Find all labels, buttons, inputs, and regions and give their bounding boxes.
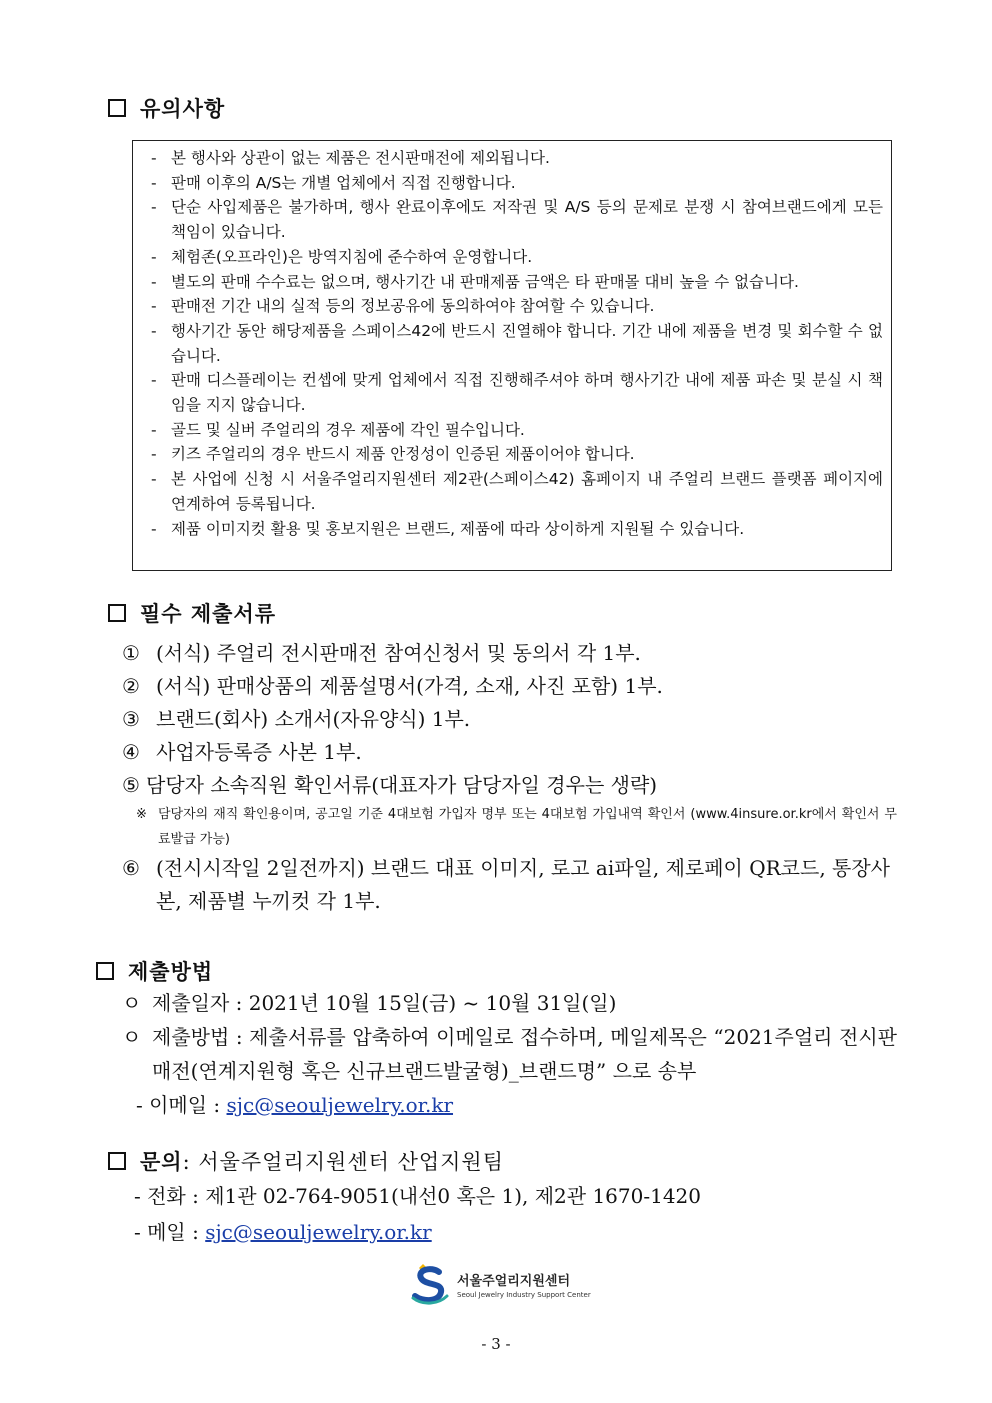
notice-item: - 키즈 주얼리의 경우 반드시 제품 안정성이 인증된 제품이어야 합니다.: [151, 442, 883, 467]
contact-email-link[interactable]: sjc@seouljewelry.or.kr: [205, 1220, 432, 1244]
document-item: ① (서식) 주얼리 전시판매전 참여신청서 및 동의서 각 1부.: [122, 641, 641, 665]
notice-item: - 단순 사입제품은 불가하며, 행사 완료이후에도 저작권 및 A/S 등의 문제로 분쟁 시 참여브랜드에게 모든 책임이 있습니다.: [151, 195, 883, 244]
notices-heading: 유의사항: [108, 93, 225, 123]
checkbox-square-icon: [108, 604, 126, 622]
notices-box: [132, 140, 892, 571]
submission-email: - 이메일 : sjc@seouljewelry.or.kr: [136, 1093, 454, 1117]
contact-section: [134, 1178, 701, 1250]
notice-item: - 판매 이후의 A/S는 개별 업체에서 직접 진행합니다.: [151, 171, 883, 196]
method-section: [122, 986, 897, 1122]
method-heading: 제출방법: [96, 956, 213, 986]
document-note: ※ 담당자의 재직 확인용이며, 공고일 기준 4대보험 가입자 명부 또는 4대보험 가입내역 확인서 (www.4insure.or.kr에서 확인서 무료발급 가능): [136, 807, 897, 847]
center-logo: [409, 1262, 591, 1306]
document-item: ③ 브랜드(회사) 소개서(자유양식) 1부.: [122, 707, 471, 731]
checkbox-square-icon: [96, 962, 114, 980]
document-item: ⑥ (전시시작일 2일전까지) 브랜드 대표 이미지, 로고 ai파일, 제로페이 QR코드, 통장사본, 제품별 누끼컷 각 1부.: [122, 856, 890, 913]
notice-item: - 판매전 기간 내의 실적 등의 정보공유에 동의하여야 참여할 수 있습니다.: [151, 294, 883, 319]
notice-item: - 제품 이미지컷 활용 및 홍보지원은 브랜드, 제품에 따라 상이하게 지원될 수 있습니다.: [151, 517, 883, 542]
document-item: ⑤ 담당자 소속직원 확인서류(대표자가 담당자일 경우는 생략): [122, 773, 658, 797]
checkbox-square-icon: [108, 99, 126, 117]
notice-item: - 판매 디스플레이는 컨셉에 맞게 업체에서 직접 진행해주셔야 하며 행사기간 내에 제품 파손 및 분실 시 책임을 지지 않습니다.: [151, 368, 883, 417]
checkbox-square-icon: [108, 1152, 126, 1170]
contact-phone: - 전화 : 제1관 02-764-9051(내선0 혹은 1), 제2관 1670-1420: [134, 1184, 702, 1208]
documents-heading: 필수 제출서류: [108, 598, 276, 628]
page-number: - 3 -: [481, 1335, 511, 1353]
submission-method: ㅇ 제출방법 : 제출서류를 압축하여 이메일로 접수하며, 메일제목은 “2021주얼리 전시판매전(연계지원형 혹은 신규브랜드발굴형)_브랜드명” 으로 송부: [122, 1025, 897, 1083]
documents-list: [122, 637, 897, 918]
document-item: ④ 사업자등록증 사본 1부.: [122, 740, 362, 764]
contact-mail: - 메일 : sjc@seouljewelry.or.kr: [134, 1220, 432, 1244]
notice-item: - 본 사업에 신청 시 서울주얼리지원센터 제2관(스페이스42) 홈페이지 내 주얼리 브랜드 플랫폼 페이지에 연계하여 등록됩니다.: [151, 467, 883, 516]
notice-item: - 행사기간 동안 해당제품을 스페이스42에 반드시 진열해야 합니다. 기간 내에 제품을 변경 및 회수할 수 없습니다.: [151, 319, 883, 368]
submission-date: ㅇ 제출일자 : 2021년 10월 15일(금) ~ 10월 31일(일): [122, 991, 617, 1015]
logo-s-icon: [409, 1262, 451, 1306]
notice-item: - 체험존(오프라인)은 방역지침에 준수하여 운영합니다.: [151, 245, 883, 270]
contact-heading: 문의 : 서울주얼리지원센터 산업지원팀: [108, 1146, 504, 1176]
email-link[interactable]: sjc@seouljewelry.or.kr: [226, 1093, 454, 1117]
notice-item: - 본 행사와 상관이 없는 제품은 전시판매전에 제외됩니다.: [151, 146, 883, 171]
logo-name-ko: 서울주얼리지원센터: [457, 1273, 571, 1289]
notice-item: - 골드 및 실버 주얼리의 경우 제품에 각인 필수입니다.: [151, 418, 883, 443]
notice-item: - 별도의 판매 수수료는 없으며, 행사기간 내 판매제품 금액은 타 판매몰 대비 높을 수 없습니다.: [151, 270, 883, 295]
document-item: ② (서식) 판매상품의 제품설명서(가격, 소재, 사진 포함) 1부.: [122, 674, 663, 698]
logo-name-en: Seoul Jewelry Industry Support Center: [457, 1290, 591, 1299]
